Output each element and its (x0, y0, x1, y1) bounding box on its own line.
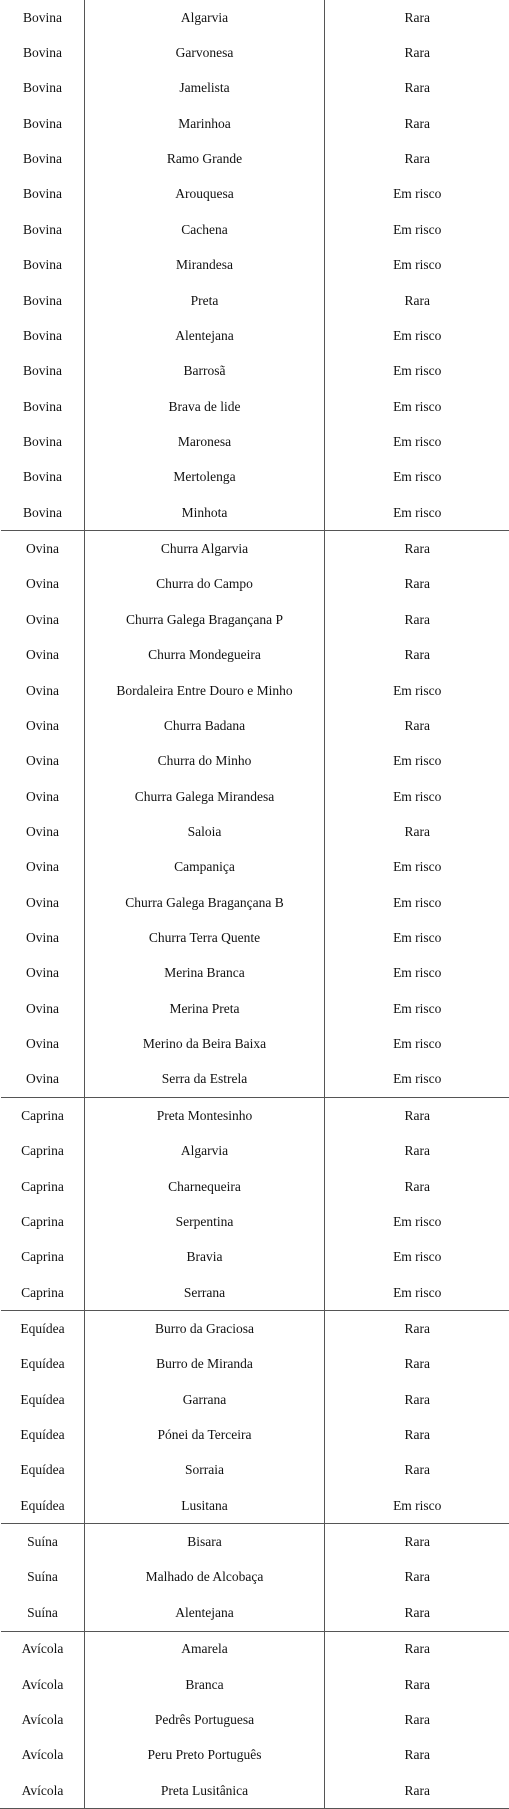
species-cell: Ovina (1, 814, 85, 849)
species-cell: Caprina (1, 1134, 85, 1169)
species-cell: Equídea (1, 1453, 85, 1488)
species-cell: Bovina (1, 0, 85, 35)
species-cell: Bovina (1, 354, 85, 389)
table-row (1, 1667, 509, 1702)
breed-cell: Merina Branca (85, 956, 325, 991)
breed-cell: Serrana (85, 1275, 325, 1311)
species-cell: Equídea (1, 1488, 85, 1524)
breed-cell: Peru Preto Português (85, 1738, 325, 1773)
status-cell: Em risco (325, 673, 509, 708)
status-cell: Rara (325, 602, 509, 637)
status-cell: Em risco (325, 1240, 509, 1275)
breed-cell: Churra Algarvia (85, 531, 325, 567)
species-cell: Caprina (1, 1275, 85, 1311)
table-row (1, 602, 509, 637)
status-cell: Rara (325, 814, 509, 849)
status-cell: Em risco (325, 885, 509, 920)
table-row (1, 637, 509, 672)
breed-cell: Lusitana (85, 1488, 325, 1524)
status-cell: Rara (325, 71, 509, 106)
species-cell: Suína (1, 1595, 85, 1631)
breed-cell: Cachena (85, 212, 325, 247)
status-cell: Em risco (325, 177, 509, 212)
table-row (1, 850, 509, 885)
species-cell: Bovina (1, 141, 85, 176)
status-cell: Em risco (325, 1026, 509, 1061)
breed-cell: Maronesa (85, 424, 325, 459)
species-cell: Ovina (1, 1062, 85, 1098)
species-cell: Bovina (1, 424, 85, 459)
species-cell: Caprina (1, 1204, 85, 1239)
species-group (1, 1098, 509, 1311)
breed-cell: Ramo Grande (85, 141, 325, 176)
table-row (1, 1204, 509, 1239)
breed-cell: Preta Lusitânica (85, 1773, 325, 1809)
species-cell: Ovina (1, 885, 85, 920)
table-row (1, 1169, 509, 1204)
breed-cell: Garvonesa (85, 35, 325, 70)
breed-cell: Pedrês Portuguesa (85, 1702, 325, 1737)
species-cell: Bovina (1, 35, 85, 70)
breed-cell: Barrosã (85, 354, 325, 389)
status-cell: Em risco (325, 1275, 509, 1311)
status-cell: Rara (325, 567, 509, 602)
table-row (1, 1347, 509, 1382)
species-cell: Caprina (1, 1240, 85, 1275)
breed-cell: Saloia (85, 814, 325, 849)
breed-cell: Churra Galega Mirandesa (85, 779, 325, 814)
table-row (1, 212, 509, 247)
breed-cell: Garrana (85, 1382, 325, 1417)
species-cell: Equídea (1, 1347, 85, 1382)
breed-cell: Algarvia (85, 0, 325, 35)
breed-cell: Algarvia (85, 1134, 325, 1169)
breed-cell: Jamelista (85, 71, 325, 106)
table-row (1, 1453, 509, 1488)
breed-cell: Burro da Graciosa (85, 1311, 325, 1347)
status-cell: Rara (325, 1738, 509, 1773)
status-cell: Rara (325, 35, 509, 70)
breed-cell: Serpentina (85, 1204, 325, 1239)
breed-cell: Churra do Minho (85, 744, 325, 779)
species-cell: Equídea (1, 1311, 85, 1347)
status-cell: Em risco (325, 495, 509, 531)
status-cell: Rara (325, 1702, 509, 1737)
species-group (1, 1631, 509, 1809)
table-row (1, 1275, 509, 1311)
breed-cell: Bravia (85, 1240, 325, 1275)
species-cell: Suína (1, 1524, 85, 1560)
species-cell: Ovina (1, 779, 85, 814)
status-cell: Rara (325, 1595, 509, 1631)
species-cell: Bovina (1, 212, 85, 247)
table-row (1, 1738, 509, 1773)
status-cell: Em risco (325, 779, 509, 814)
species-cell: Avícola (1, 1631, 85, 1667)
breed-cell: Churra do Campo (85, 567, 325, 602)
status-cell: Em risco (325, 744, 509, 779)
breed-cell: Preta (85, 283, 325, 318)
breed-cell: Arouquesa (85, 177, 325, 212)
species-cell: Ovina (1, 673, 85, 708)
table-row (1, 35, 509, 70)
breed-cell: Minhota (85, 495, 325, 531)
status-cell: Rara (325, 1667, 509, 1702)
table-row (1, 991, 509, 1026)
species-cell: Bovina (1, 389, 85, 424)
table-row (1, 389, 509, 424)
table-row (1, 1134, 509, 1169)
status-cell: Rara (325, 708, 509, 743)
breed-cell: Bordaleira Entre Douro e Minho (85, 673, 325, 708)
table-row (1, 1417, 509, 1452)
species-group (1, 531, 509, 1098)
table-row (1, 956, 509, 991)
species-cell: Ovina (1, 602, 85, 637)
table-row (1, 531, 509, 567)
species-cell: Caprina (1, 1169, 85, 1204)
table-row (1, 779, 509, 814)
status-cell: Em risco (325, 460, 509, 495)
breed-cell: Merino da Beira Baixa (85, 1026, 325, 1061)
table-row (1, 283, 509, 318)
species-cell: Avícola (1, 1702, 85, 1737)
species-cell: Ovina (1, 531, 85, 567)
breed-cell: Alentejana (85, 318, 325, 353)
breed-cell: Churra Mondegueira (85, 637, 325, 672)
status-cell: Rara (325, 1560, 509, 1595)
status-cell: Em risco (325, 248, 509, 283)
status-cell: Em risco (325, 354, 509, 389)
status-cell: Rara (325, 283, 509, 318)
breed-cell: Burro de Miranda (85, 1347, 325, 1382)
species-group (1, 1524, 509, 1631)
breed-cell: Marinhoa (85, 106, 325, 141)
species-cell: Caprina (1, 1098, 85, 1134)
table-row (1, 177, 509, 212)
species-cell: Ovina (1, 708, 85, 743)
breed-cell: Malhado de Alcobaça (85, 1560, 325, 1595)
status-cell: Rara (325, 637, 509, 672)
table-row (1, 1524, 509, 1560)
species-cell: Ovina (1, 637, 85, 672)
table-row (1, 354, 509, 389)
species-cell: Bovina (1, 283, 85, 318)
species-cell: Equídea (1, 1382, 85, 1417)
table-row (1, 1631, 509, 1667)
status-cell: Em risco (325, 850, 509, 885)
species-cell: Avícola (1, 1667, 85, 1702)
table-row (1, 673, 509, 708)
status-cell: Rara (325, 1631, 509, 1667)
table-row (1, 1098, 509, 1134)
status-cell: Em risco (325, 920, 509, 955)
status-cell: Rara (325, 1417, 509, 1452)
table-row (1, 1240, 509, 1275)
species-cell: Bovina (1, 318, 85, 353)
species-cell: Ovina (1, 1026, 85, 1061)
table-row (1, 744, 509, 779)
breed-cell: Bisara (85, 1524, 325, 1560)
table-row (1, 1382, 509, 1417)
table-row (1, 0, 509, 35)
species-cell: Ovina (1, 956, 85, 991)
species-cell: Bovina (1, 71, 85, 106)
species-cell: Ovina (1, 567, 85, 602)
breed-cell: Brava de lide (85, 389, 325, 424)
table-row (1, 248, 509, 283)
status-cell: Rara (325, 141, 509, 176)
table-row (1, 567, 509, 602)
species-cell: Suína (1, 1560, 85, 1595)
status-cell: Em risco (325, 424, 509, 459)
status-cell: Em risco (325, 1488, 509, 1524)
table-row (1, 708, 509, 743)
status-cell: Em risco (325, 1062, 509, 1098)
table-row (1, 1062, 509, 1098)
status-cell: Rara (325, 1347, 509, 1382)
species-cell: Bovina (1, 177, 85, 212)
table-row (1, 460, 509, 495)
breed-cell: Branca (85, 1667, 325, 1702)
table-row (1, 1595, 509, 1631)
species-cell: Ovina (1, 744, 85, 779)
species-cell: Bovina (1, 106, 85, 141)
species-cell: Ovina (1, 991, 85, 1026)
breed-cell: Preta Montesinho (85, 1098, 325, 1134)
status-cell: Em risco (325, 991, 509, 1026)
status-cell: Rara (325, 1098, 509, 1134)
species-cell: Bovina (1, 460, 85, 495)
breed-cell: Churra Galega Bragançana P (85, 602, 325, 637)
species-cell: Ovina (1, 850, 85, 885)
breed-cell: Pónei da Terceira (85, 1417, 325, 1452)
table-row (1, 495, 509, 531)
table-row (1, 106, 509, 141)
table-row (1, 1026, 509, 1061)
table-row (1, 1560, 509, 1595)
status-cell: Rara (325, 1453, 509, 1488)
species-cell: Avícola (1, 1773, 85, 1809)
status-cell: Rara (325, 1169, 509, 1204)
status-cell: Rara (325, 1382, 509, 1417)
status-cell: Rara (325, 1134, 509, 1169)
breed-cell: Amarela (85, 1631, 325, 1667)
status-cell: Em risco (325, 318, 509, 353)
table-row (1, 1311, 509, 1347)
species-cell: Bovina (1, 248, 85, 283)
table-row (1, 1488, 509, 1524)
species-cell: Bovina (1, 495, 85, 531)
breed-cell: Churra Badana (85, 708, 325, 743)
status-cell: Em risco (325, 1204, 509, 1239)
status-cell: Em risco (325, 956, 509, 991)
species-cell: Equídea (1, 1417, 85, 1452)
breed-cell: Sorraia (85, 1453, 325, 1488)
breed-cell: Alentejana (85, 1595, 325, 1631)
table-row (1, 814, 509, 849)
species-group (1, 1311, 509, 1524)
species-group (1, 0, 509, 531)
table-row (1, 71, 509, 106)
table-row (1, 1702, 509, 1737)
table-row (1, 920, 509, 955)
breed-cell: Mirandesa (85, 248, 325, 283)
breed-cell: Churra Terra Quente (85, 920, 325, 955)
breed-cell: Mertolenga (85, 460, 325, 495)
breed-cell: Merina Preta (85, 991, 325, 1026)
breed-cell: Serra da Estrela (85, 1062, 325, 1098)
table-row (1, 318, 509, 353)
table-row (1, 1773, 509, 1809)
breed-cell: Charnequeira (85, 1169, 325, 1204)
breed-cell: Churra Galega Bragançana B (85, 885, 325, 920)
status-cell: Em risco (325, 389, 509, 424)
species-cell: Ovina (1, 920, 85, 955)
status-cell: Rara (325, 0, 509, 35)
breed-cell: Campaniça (85, 850, 325, 885)
table-row (1, 424, 509, 459)
status-cell: Rara (325, 1773, 509, 1809)
status-cell: Em risco (325, 212, 509, 247)
species-cell: Avícola (1, 1738, 85, 1773)
table-row (1, 885, 509, 920)
status-cell: Rara (325, 106, 509, 141)
table-row (1, 141, 509, 176)
status-cell: Rara (325, 1311, 509, 1347)
status-cell: Rara (325, 531, 509, 567)
status-cell: Rara (325, 1524, 509, 1560)
